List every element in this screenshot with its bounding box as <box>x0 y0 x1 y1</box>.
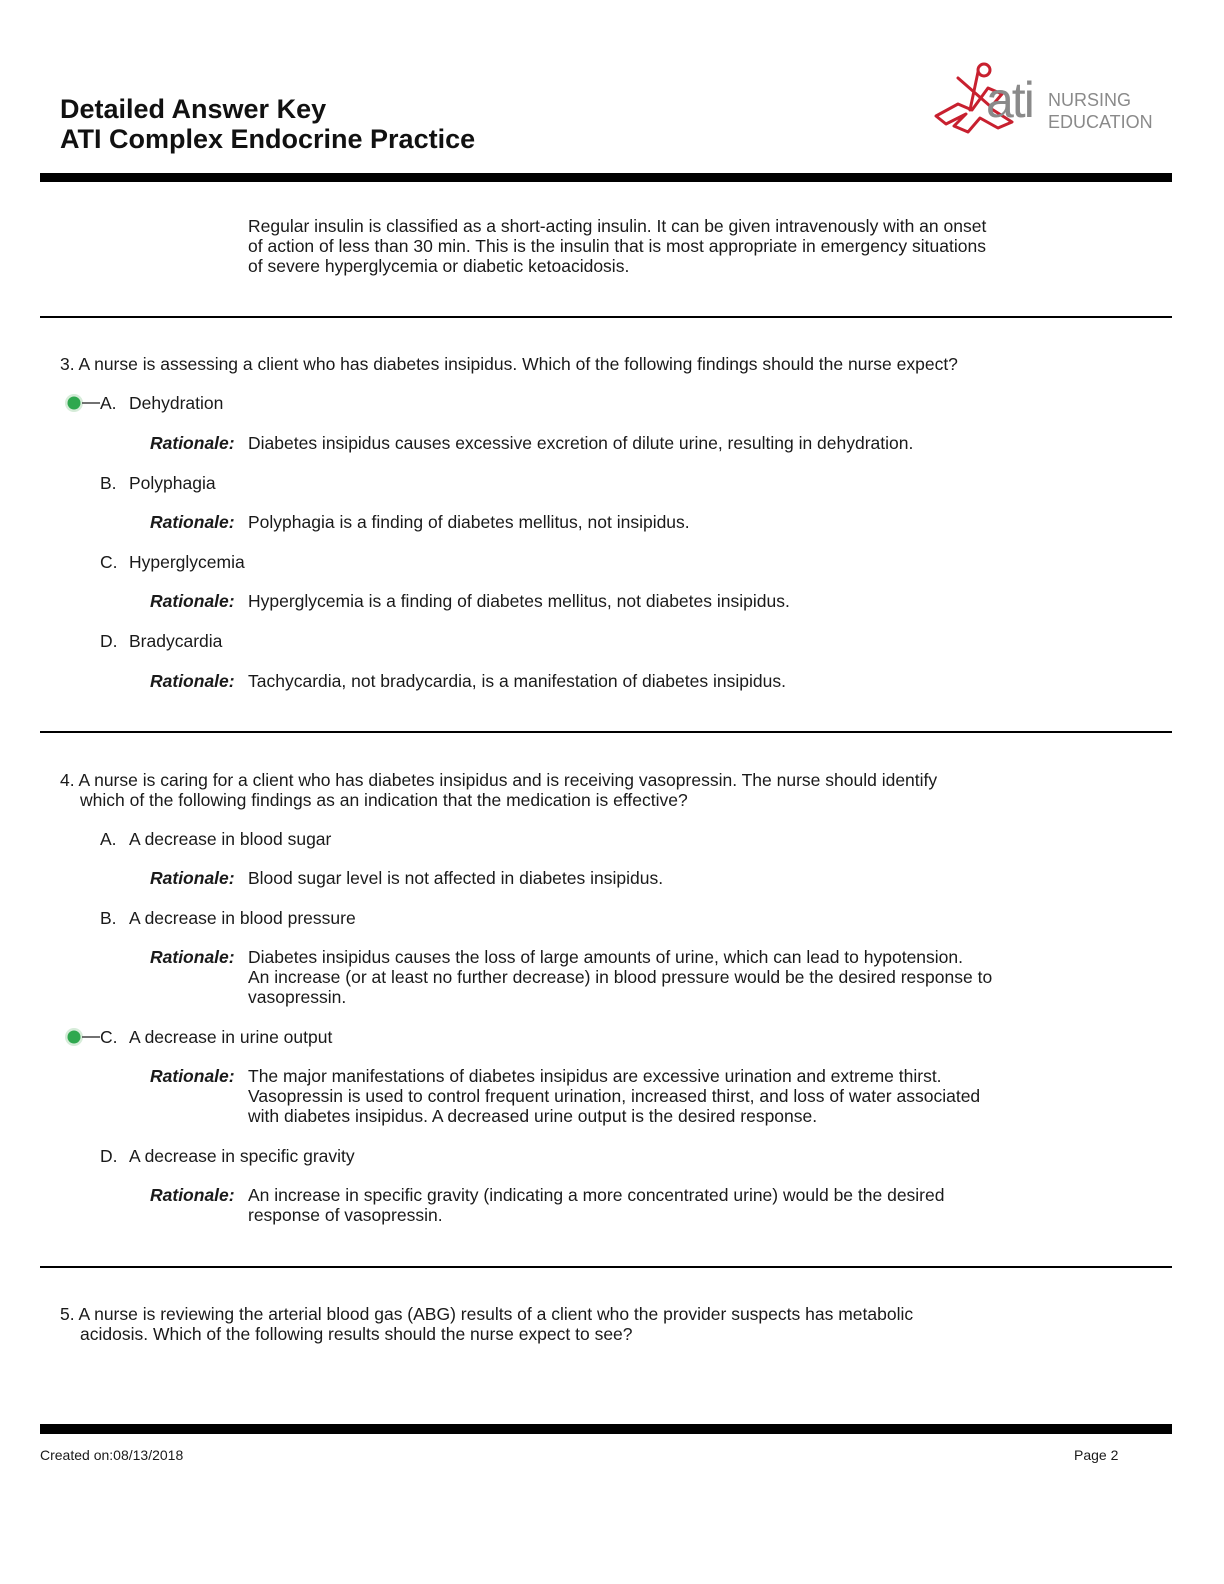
option-letter: B. <box>100 473 117 493</box>
option-letter: C. <box>100 1027 118 1047</box>
rationale-line: Tachycardia, not bradycardia, is a manifestation of diabetes insipidus. <box>248 671 786 691</box>
created-date: Created on:08/13/2018 <box>40 1447 184 1463</box>
option-letter: A. <box>100 829 117 849</box>
rationale-label: Rationale: <box>150 433 235 453</box>
rationale-label: Rationale: <box>150 1185 235 1205</box>
question-divider <box>40 316 1172 318</box>
logo-education-text: EDUCATION <box>1048 112 1153 132</box>
option-text: Hyperglycemia <box>129 552 245 572</box>
option-3b[interactable] <box>100 473 1100 493</box>
correct-answer-marker-icon <box>64 1027 104 1047</box>
option-text: A decrease in urine output <box>129 1027 333 1047</box>
rationale-3a <box>150 433 1110 453</box>
question-text: which of the following findings as an indication that the medication is effective? <box>80 790 688 810</box>
option-letter: D. <box>100 1146 118 1166</box>
question-5-stem <box>60 1304 1140 1344</box>
logo-nursing-text: NURSING <box>1048 90 1132 110</box>
rationale-line: An increase (or at least no further decrease) in blood pressure would be the desired response to <box>248 967 993 987</box>
correct-answer-marker-icon <box>64 393 104 413</box>
rationale-label: Rationale: <box>150 591 235 611</box>
option-3c[interactable] <box>100 552 1100 572</box>
rationale-line: An increase in specific gravity (indicating a more concentrated urine) would be the desired <box>248 1185 945 1205</box>
logo-ati-mark: ati <box>986 72 1033 128</box>
intro-paragraph <box>248 216 1128 276</box>
rationale-line: Diabetes insipidus causes excessive excretion of dilute urine, resulting in dehydration. <box>248 433 914 453</box>
option-text: A decrease in specific gravity <box>129 1146 355 1166</box>
rationale-label: Rationale: <box>150 671 235 691</box>
rationale-line: response of vasopressin. <box>248 1205 443 1225</box>
rationale-line: Hyperglycemia is a finding of diabetes mellitus, not diabetes insipidus. <box>248 591 790 611</box>
rationale-line: Vasopressin is used to control frequent urination, increased thirst, and loss of water associated <box>248 1086 981 1106</box>
rationale-3d <box>150 671 1110 691</box>
question-number: 5. <box>60 1304 75 1324</box>
intro-line: of action of less than 30 min. This is the insulin that is most appropriate in emergency situations <box>248 236 986 256</box>
rationale-line: vasopressin. <box>248 987 347 1007</box>
option-text: Polyphagia <box>129 473 216 493</box>
question-text: acidosis. Which of the following results should the nurse expect to see? <box>80 1324 633 1344</box>
question-3-stem <box>60 354 1140 374</box>
page-number: Page 2 <box>1074 1447 1119 1463</box>
question-4-stem <box>60 770 1140 810</box>
option-letter: A. <box>100 393 117 413</box>
option-4a[interactable] <box>100 829 1100 849</box>
question-number: 3. <box>60 354 75 374</box>
rationale-line: Diabetes insipidus causes the loss of large amounts of urine, which can lead to hypotension. <box>248 947 964 967</box>
rationale-label: Rationale: <box>150 1066 235 1086</box>
intro-line: Regular insulin is classified as a short-acting insulin. It can be given intravenously with an onset <box>248 216 987 236</box>
question-text: A nurse is reviewing the arterial blood gas (ABG) results of a client who the provider suspects has metabolic <box>78 1304 914 1324</box>
rationale-line: The major manifestations of diabetes insipidus are excessive urination and extreme thirst. <box>248 1066 942 1086</box>
document-title: Detailed Answer Key <box>60 94 327 124</box>
header-divider <box>40 173 1172 182</box>
option-4d[interactable] <box>100 1146 1100 1166</box>
rationale-line: Polyphagia is a finding of diabetes mellitus, not insipidus. <box>248 512 690 532</box>
option-4b[interactable] <box>100 908 1100 928</box>
option-letter: D. <box>100 631 118 651</box>
rationale-3c <box>150 591 1110 611</box>
intro-line: of severe hyperglycemia or diabetic ketoacidosis. <box>248 256 630 276</box>
rationale-label: Rationale: <box>150 947 235 967</box>
option-text: Dehydration <box>129 393 224 413</box>
question-text: A nurse is assessing a client who has diabetes insipidus. Which of the following findings should the nurse expect? <box>78 354 958 374</box>
question-divider <box>40 731 1172 733</box>
question-number: 4. <box>60 770 75 790</box>
rationale-3b <box>150 512 1110 532</box>
footer-divider <box>40 1424 1172 1434</box>
rationale-line: Blood sugar level is not affected in diabetes insipidus. <box>248 868 664 888</box>
document-subtitle: ATI Complex Endocrine Practice <box>60 124 476 154</box>
option-3d[interactable] <box>100 631 1100 651</box>
option-text: A decrease in blood pressure <box>129 908 356 928</box>
ati-nursing-education-logo <box>928 48 1158 148</box>
rationale-4b <box>150 947 1110 1007</box>
rationale-4c <box>150 1066 1110 1126</box>
rationale-line: with diabetes insipidus. A decreased urine output is the desired response. <box>248 1106 818 1126</box>
rationale-4d <box>150 1185 1110 1225</box>
option-4c[interactable] <box>100 1027 1100 1047</box>
rationale-label: Rationale: <box>150 512 235 532</box>
option-text: A decrease in blood sugar <box>129 829 332 849</box>
option-letter: B. <box>100 908 117 928</box>
question-divider <box>40 1266 1172 1268</box>
option-text: Bradycardia <box>129 631 223 651</box>
question-text: A nurse is caring for a client who has diabetes insipidus and is receiving vasopressin. The nurse should identify <box>78 770 938 790</box>
option-3a[interactable] <box>100 393 1100 413</box>
option-letter: C. <box>100 552 118 572</box>
rationale-4a <box>150 868 1110 888</box>
rationale-label: Rationale: <box>150 868 235 888</box>
